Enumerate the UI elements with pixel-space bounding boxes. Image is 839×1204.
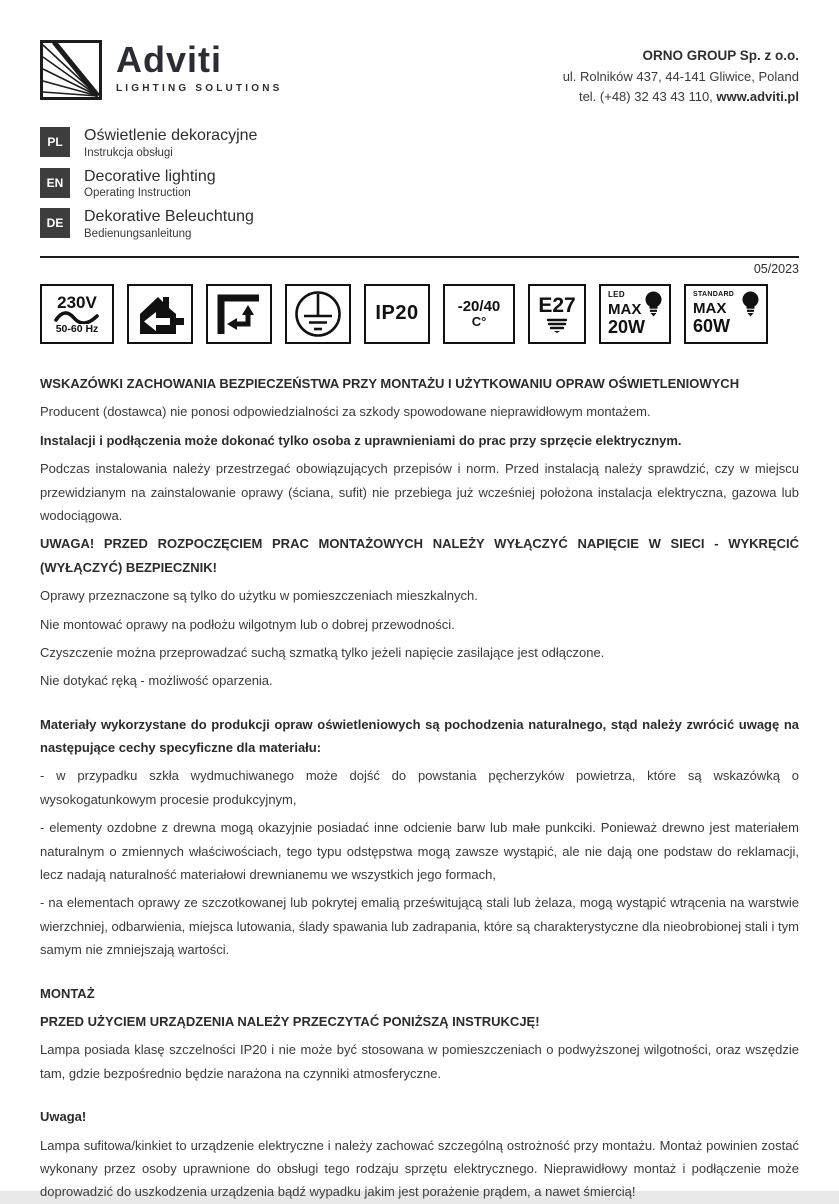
protective-earth-icon xyxy=(285,284,351,344)
lang-title-pl: Oświetlenie dekoracyjne xyxy=(84,127,258,145)
document-date: 05/2023 xyxy=(753,261,799,276)
bulb-icon xyxy=(741,291,760,318)
brand-name: Adviti xyxy=(116,39,223,80)
paragraph: Podczas instalowania należy przestrzegać obowiązujących przepisów i norm. Przed instalacją należy sprawdzić, czy w miejscu przewidzianym na zainstalowanie oprawy (ściana, sufit) nie przebiega już wcześniej położona instalacja elektryczna, gazowa lub wodociągowa. xyxy=(40,461,799,523)
lang-row-en xyxy=(40,168,799,200)
lang-subtitle-pl: Instrukcja obsługi xyxy=(84,146,173,159)
temperature-range-icon xyxy=(443,284,515,344)
ip-rating-value: IP20 xyxy=(375,302,419,325)
language-titles xyxy=(40,127,799,240)
adviti-logo xyxy=(40,40,283,100)
lang-row-de xyxy=(40,208,799,240)
safety-heading: WSKAZÓWKI ZACHOWANIA BEZPIECZEŃSTWA PRZY MONTAŻU I UŻYTKOWANIU OPRAW OŚWIETLENIOWYCH xyxy=(40,375,740,391)
paragraph: Lampa sufitowa/kinkiet to urządzenie elektryczne i należy zachować szczególną ostrożność przy montażu. Montaż powinien zostać wykonany przez osoby uprawnione do obsługi tego rodzaju sprzętu elektrycznego. Nieprawidłowy montaż i podłączenie może doprowadzić do uszkodzenia urządzenia bądź wypadku jakim jest porażenie prądem, a nawet śmiercią! xyxy=(40,1137,799,1200)
led-max-power-icon xyxy=(599,284,671,344)
ip-rating-icon xyxy=(364,284,430,344)
brand-tagline: LIGHTING SOLUTIONS xyxy=(116,83,283,94)
lang-subtitle-en: Operating Instruction xyxy=(84,187,191,200)
attention-heading: Uwaga! xyxy=(40,1109,87,1125)
lang-badge-pl: PL xyxy=(40,127,70,157)
standard-max-label: MAX xyxy=(693,299,727,317)
voltage-frequency: 50-60 Hz xyxy=(55,322,99,335)
lang-subtitle-de: Bedienungsanleitung xyxy=(84,227,192,240)
adviti-logo-icon xyxy=(40,40,102,100)
socket-type: E27 xyxy=(538,293,576,317)
header xyxy=(40,40,799,107)
company-name: ORNO GROUP Sp. z o.o. xyxy=(642,48,799,63)
lang-row-pl xyxy=(40,127,799,159)
standard-max-power-icon xyxy=(684,284,768,344)
standard-label: STANDARD xyxy=(693,290,735,298)
read-instruction-heading: PRZED UŻYCIEM URZĄDZENIA NALEŻY PRZECZYTAĆ PONIŻSZĄ INSTRUKCJĘ! xyxy=(40,1013,540,1029)
temperature-range: -20/40 xyxy=(457,297,501,315)
bullet-paragraph: - elementy ozdobne z drewna mogą okazyjnie posiadać inne odcienie barw lub małe punkciki. Ponieważ drewno jest materiałem naturalnym o zmiennych właściwościach, tego typu odstępstwa mogą zawsze wystąpić, ale nie dają one podstaw do reklamacji, lecz nadają naturalność materiałowi drewnianemu we wszystkich jego formach, xyxy=(40,820,799,883)
lang-title-de: Dekorative Beleuchtung xyxy=(84,208,254,226)
materials-heading: Materiały wykorzystane do produkcji opraw oświetleniowych są pochodzenia naturalnego, stąd należy zwrócić uwagę na następujące cechy specyficzne dla materiału: xyxy=(40,716,799,756)
warning-paragraph: UWAGA! PRZED ROZPOCZĘCIEM PRAC MONTAŻOWYCH NALEŻY WYŁĄCZYĆ NAPIĘCIE W SIECI - WYKRĘCIĆ (WYŁĄCZYĆ) BEZPIECZNIK! xyxy=(40,536,799,575)
bullet-paragraph: - w przypadku szkła wydmuchiwanego może dojść do powstania pęcherzyków powietrza, które są wskazówką o wysokogatunkowym procesie produkcyjnym, xyxy=(40,768,799,807)
paragraph: Czyszczenie można przeprowadzać suchą szmatką tylko jeżeli napięcie zasilające jest odłączone. xyxy=(40,644,605,660)
indoor-use-icon xyxy=(127,284,193,344)
paragraph: Oprawy przeznaczone są tylko do użytku w pomieszczeniach mieszkalnych. xyxy=(40,588,478,604)
header-divider xyxy=(40,256,799,258)
lang-badge-de: DE xyxy=(40,208,70,238)
led-max-wattage: 20W xyxy=(608,317,646,338)
wall-mount-icon xyxy=(206,284,272,344)
standard-max-wattage: 60W xyxy=(693,316,731,337)
instruction-text xyxy=(40,372,799,1204)
lang-title-en: Decorative lighting xyxy=(84,167,216,185)
led-max-label: MAX xyxy=(608,300,642,318)
socket-e27-icon xyxy=(528,284,586,344)
company-address: ul. Rolników 437, 44-141 Gliwice, Poland xyxy=(562,68,799,84)
temperature-unit: C° xyxy=(471,314,487,330)
bullet-paragraph: - na elementach oprawy ze szczotkowanej lub pokrytej emalią prześwitującą stali lub żelaza, mogą wystąpić wtrącenia na warstwie wierzchniej, odbarwienia, miejsca lutowania, ślady spawania lub zadrapania, które są charakterystyczne dla nieobrobionej stali i tym samym nie zmniejszają wartości. xyxy=(40,895,799,958)
paragraph: Instalacji i podłączenia może dokonać tylko osoba z uprawnieniami do prac przy sprzęcie elektrycznym. xyxy=(40,432,682,448)
company-info xyxy=(563,40,799,107)
earth-symbol-icon xyxy=(294,290,342,338)
paragraph: Producent (dostawca) nie ponosi odpowiedzialności za szkody spowodowane nieprawidłowym montażem. xyxy=(40,404,651,420)
lang-badge-en: EN xyxy=(40,168,70,198)
company-contact xyxy=(563,87,799,107)
corner-arrow-icon xyxy=(214,292,264,336)
spec-icon-row xyxy=(40,284,799,344)
logo-text xyxy=(116,40,283,94)
led-label: LED xyxy=(608,289,625,299)
montage-heading: MONTAŻ xyxy=(40,985,95,1001)
paragraph: Nie montować oprawy na podłożu wilgotnym lub o dobrej przewodności. xyxy=(40,616,455,632)
voltage-value: 230V xyxy=(57,292,97,312)
company-phone: tel. (+48) 32 43 43 110, xyxy=(578,89,717,105)
website-link[interactable]: www.adviti.pl xyxy=(716,89,799,105)
screw-base-icon xyxy=(546,318,568,333)
bulb-icon xyxy=(644,291,663,318)
paragraph: Nie dotykać ręką - możliwość oparzenia. xyxy=(40,673,273,689)
house-arrow-icon xyxy=(134,292,186,336)
voltage-icon xyxy=(40,284,114,344)
sine-wave-icon xyxy=(54,311,100,324)
paragraph: Lampa posiada klasę szczelności IP20 i nie może być stosowana w pomieszczeniach o podwyższonej wilgotności, oraz wszędzie tam, gdzie bezpośrednio będzie narażona na czynniki atmosferyczne. xyxy=(40,1042,799,1081)
